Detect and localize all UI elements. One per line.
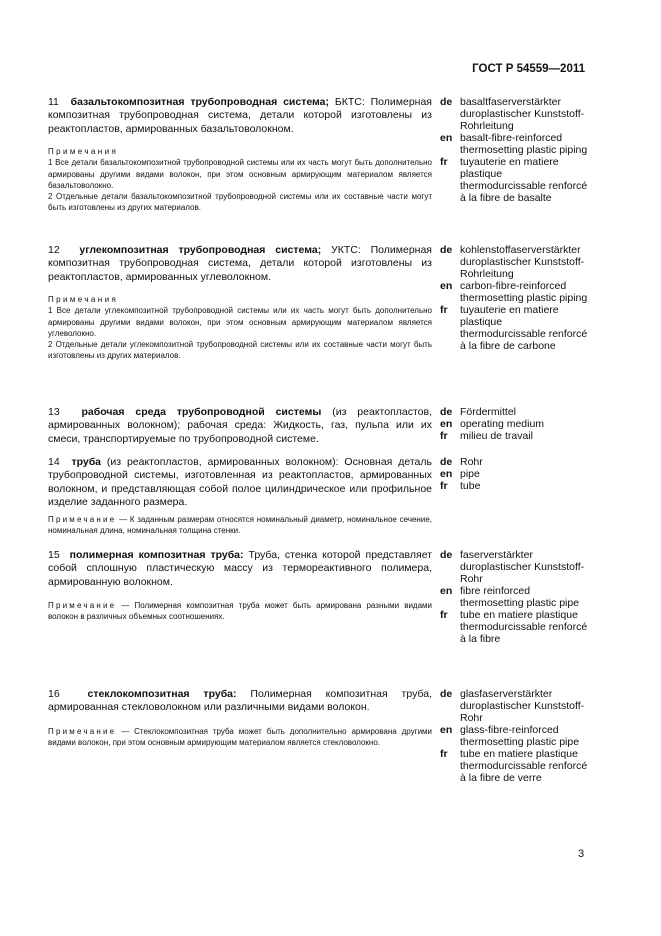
term-name: базальтокомпозитная трубопроводная система;	[70, 96, 330, 108]
term-16	[48, 688, 432, 748]
note-label: Примечание	[48, 726, 117, 736]
lang-code: fr	[440, 609, 448, 621]
term-13	[48, 406, 432, 446]
term-number: 13	[48, 406, 60, 418]
term-number: 16	[48, 688, 60, 700]
equivalents-11	[440, 96, 590, 204]
lang-code: de	[440, 406, 453, 418]
lang-code: fr	[440, 430, 448, 442]
equivalent-term: operating medium	[460, 418, 545, 430]
lang-code: en	[440, 585, 453, 597]
term-text: (из реактопластов, армированных волокном): Основная деталь трубопроводной системы, изготовленная из реактопластов, армированных волокном, и представляющая собой полое цилиндрическое или профильное изделие заданного размера.	[48, 456, 432, 509]
lang-code: en	[440, 418, 453, 430]
equivalent-term: tuyauterie en matiere plastique thermodurcissable renforcé à la fibre de basalte	[460, 156, 588, 204]
term-definition	[48, 456, 432, 510]
term-text: (из реактопластов, армированных волокном); рабочая среда: Жидкость, газ, пульпа или их смеси, транспортируемые по трубопроводной системе.	[48, 406, 432, 445]
lang-code: fr	[440, 748, 448, 760]
term-note	[48, 600, 432, 622]
term-text: УКТС: Полимерная композитная трубопроводная система, детали которой изготовлены из реактопластов, армированных углеволокном.	[48, 244, 432, 283]
equivalent-term: glasfaserverstärkter duroplastischer Kunststoff-Rohr	[460, 688, 585, 724]
term-number: 12	[48, 244, 60, 256]
term-name: труба	[71, 456, 102, 468]
term-12	[48, 244, 432, 361]
term-name: углекомпозитная трубопроводная система;	[79, 244, 322, 256]
note-text: — Полимерная композитная труба может быть армирована разными видами волокон в различных объемных соотношениях.	[48, 601, 432, 622]
equivalent-term: glass-fibre-reinforced thermosetting plastic pipe	[460, 724, 580, 748]
equivalents-16	[440, 688, 590, 784]
equivalent-term: fibre reinforced thermosetting plastic pipe	[460, 585, 580, 609]
equivalent-term: milieu de travail	[460, 430, 533, 442]
equivalent-term: Rohr	[460, 456, 483, 468]
lang-code: de	[440, 96, 453, 108]
equivalent-term: kohlenstoffaserverstärkter duroplastischer Kunststoff-Rohrleitung	[460, 244, 585, 280]
equivalents-14	[440, 456, 590, 492]
document-header: ГОСТ Р 54559—2011	[472, 63, 585, 75]
term-number: 15	[48, 549, 60, 561]
term-number: 11	[48, 96, 59, 108]
equivalents-15	[440, 549, 590, 645]
equivalent-term: basaltfaserverstärkter duroplastischer Kunststoff-Rohrleitung	[460, 96, 585, 132]
term-text: Труба, стенка которой представляет собой сплошную пластическую массу из термореактивного полимера, армированную волокном.	[48, 549, 433, 588]
term-name: рабочая среда трубопроводной системы	[81, 406, 322, 418]
term-number: 14	[48, 456, 60, 468]
lang-code: en	[440, 468, 453, 480]
equivalent-term: carbon-fibre-reinforced thermosetting plastic piping	[460, 280, 588, 304]
term-definition	[48, 549, 432, 589]
lang-code: de	[440, 244, 453, 256]
equivalent-term: tube en matiere plastique thermodurcissable renforcé à la fibre de verre	[460, 748, 588, 784]
term-name: полимерная композитная труба:	[69, 549, 244, 561]
lang-code: de	[440, 456, 453, 468]
equivalent-term: pipe	[460, 468, 480, 480]
term-definition	[48, 688, 432, 715]
note-label: Примечание	[48, 514, 117, 524]
term-name: стеклокомпозитная труба:	[87, 688, 237, 700]
notes-heading: Примечания	[48, 147, 119, 157]
note-label: Примечание	[48, 601, 117, 611]
term-definition	[48, 96, 432, 136]
lang-code: en	[440, 724, 453, 736]
term-definition	[48, 244, 432, 284]
lang-code: de	[440, 688, 453, 700]
equivalent-term: tube en matiere plastique thermodurcissable renforcé à la fibre	[460, 609, 588, 645]
equivalent-term: tuyauterie en matiere plastique thermodurcissable renforcé à la fibre de carbone	[460, 304, 588, 352]
page-number: 3	[578, 848, 585, 860]
lang-code: en	[440, 132, 453, 144]
note-item: 2 Отдельные детали базальтокомпозитной трубопроводной системы или их составные части могут быть изготовлены из других материалов.	[48, 192, 432, 213]
term-note	[48, 726, 432, 748]
term-notes	[48, 146, 432, 213]
equivalents-12	[440, 244, 590, 352]
equivalent-term: faserverstärkter duroplastischer Kunststoff-Rohr	[460, 549, 585, 585]
note-item: 2 Отдельные детали углекомпозитной трубопроводной системы или их составные части могут быть изготовлены из других материалов.	[48, 340, 432, 361]
note-item: 1 Все детали базальтокомпозитной трубопроводной системы или их часть могут быть дополнительно армированы другими видами волокон, при этом основным армирующим материалом является базальтоволокно.	[48, 158, 432, 190]
term-14	[48, 456, 432, 536]
equivalents-13	[440, 406, 590, 442]
term-11	[48, 96, 432, 213]
equivalent-term: tube	[460, 480, 481, 492]
term-definition	[48, 406, 432, 446]
lang-code: fr	[440, 156, 448, 168]
lang-code: en	[440, 280, 453, 292]
lang-code: fr	[440, 304, 448, 316]
equivalent-term: basalt-fibre-reinforced thermosetting plastic piping	[460, 132, 588, 156]
lang-code: de	[440, 549, 453, 561]
term-15	[48, 549, 432, 623]
term-text: БКТС: Полимерная композитная трубопроводная система, детали которой изготовлены из реактопластов, армированных базальтоволокном.	[48, 96, 432, 135]
note-item: 1 Все детали углекомпозитной трубопроводной системы или их часть могут быть дополнительно армированы другими видами волокон, при этом основным армирующим материалом является углеволокно.	[48, 306, 432, 338]
equivalent-term: Fördermittel	[460, 406, 517, 418]
term-note	[48, 514, 432, 536]
note-text: — К заданным размерам относятся номинальный диаметр, номинальное сечение, номинальная длина, номинальная толщина стенки.	[48, 514, 432, 535]
note-text: — Стеклокомпозитная труба может быть дополнительно армирована другими видами волокон, при этом основным армирующим материалом является стекловолокно.	[48, 726, 432, 748]
notes-heading: Примечания	[48, 295, 119, 305]
term-text: Полимерная композитная труба, армированная стекловолокном или различными видами волокон.	[48, 688, 432, 714]
lang-code: fr	[440, 480, 448, 492]
term-notes	[48, 294, 432, 361]
